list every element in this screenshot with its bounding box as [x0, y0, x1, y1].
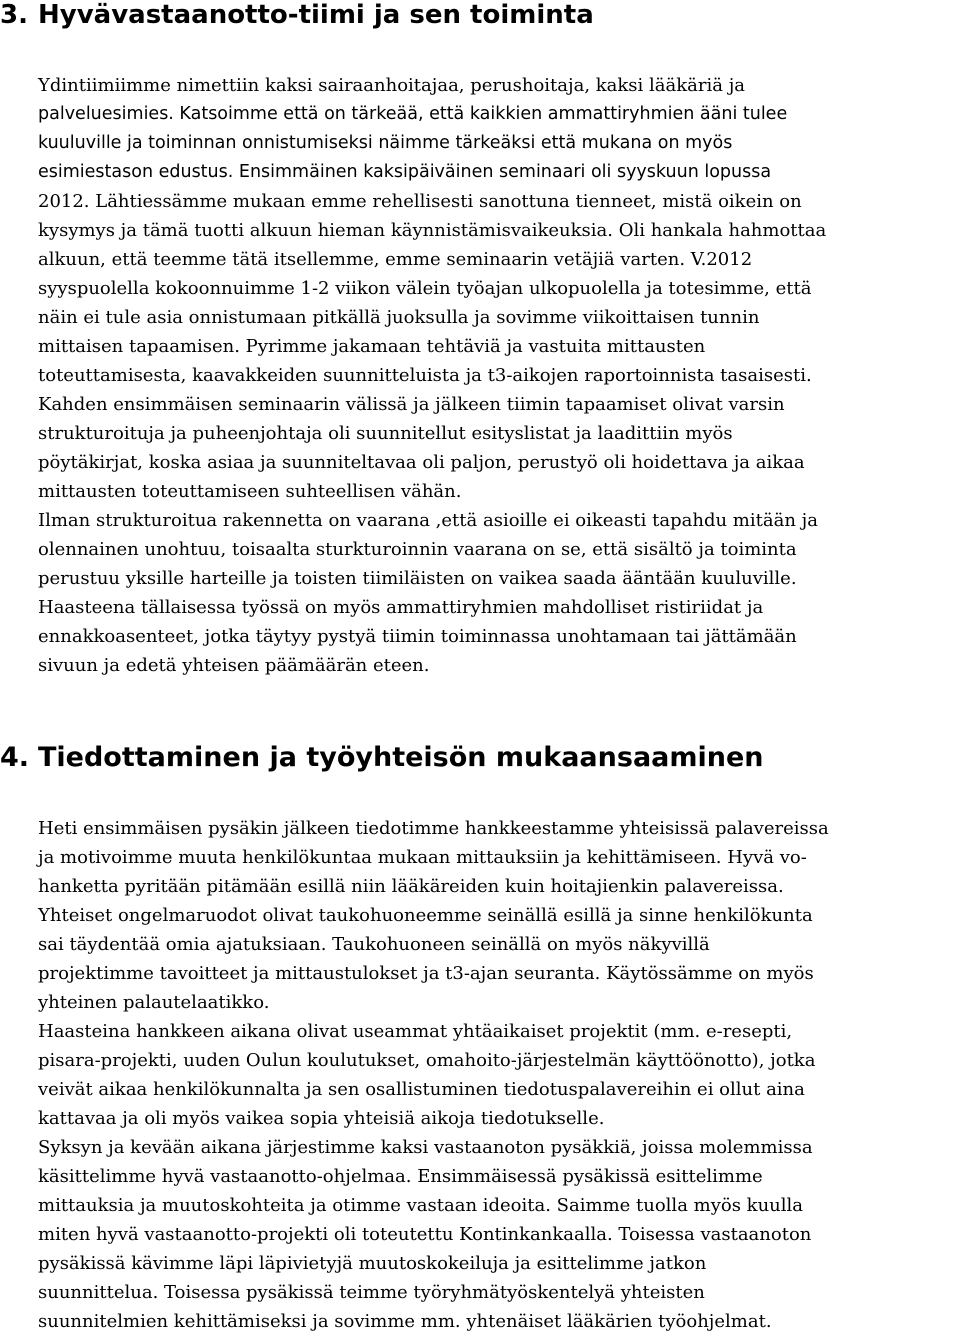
body-line: sai täydentää omia ajatuksiaan. Taukohuoneen seinällä on myös näkyvillä — [38, 934, 710, 955]
body-line: pöytäkirjat, koska asiaa ja suunniteltavaa oli paljon, perustyö oli hoidettava ja aikaa — [38, 452, 805, 473]
body-line: ja motivoimme muuta henkilökuntaa mukaan mittauksiin ja kehittämiseen. Hyvä vo- — [38, 847, 807, 868]
body-line: kuuluville ja toiminnan onnistumiseksi näimme tärkeäksi että mukana on myös — [38, 133, 733, 153]
section-4-heading — [0, 740, 764, 776]
body-line: Kahden ensimmäisen seminaarin välissä ja jälkeen tiimin tapaamiset olivat varsin — [38, 394, 785, 415]
body-line: pysäkissä kävimme läpi läpivietyjä muutoskokeiluja ja esittelimme jatkon — [38, 1253, 707, 1274]
body-line: kysymys ja tämä tuotti alkuun hieman käynnistämisvaikeuksia. Oli hankala hahmottaa — [38, 220, 827, 241]
body-line: kattavaa ja oli myös vaikea sopia yhteisiä aikoja tiedotukselle. — [38, 1108, 605, 1129]
section-3-body — [38, 71, 958, 680]
body-line: veivät aikaa henkilökunnalta ja sen osallistuminen tiedotuspalavereihin ei ollut aina — [38, 1079, 805, 1100]
body-line: hanketta pyritään pitämään esillä niin lääkäreiden kuin hoitajienkin palavereissa. — [38, 876, 784, 897]
body-line: Ilman strukturoitua rakennetta on vaarana ,että asioille ei oikeasti tapahdu mitään ja — [38, 510, 818, 531]
body-line: 2012. Lähtiessämme mukaan emme rehellisesti sanottuna tienneet, mistä oikein on — [38, 191, 802, 212]
section-3-heading — [0, 0, 594, 32]
body-line: mittauksia ja muutoskohteita ja otimme vastaan ideoita. Saimme tuolla myös kuulla — [38, 1195, 804, 1216]
body-line: strukturoituja ja puheenjohtaja oli suunnitellut esityslistat ja laadittiin myös — [38, 423, 733, 444]
body-line: perustuu yksille harteille ja toisten tiimiläisten on vaikea saada ääntään kuuluville. — [38, 568, 797, 589]
body-line: Haasteina hankkeen aikana olivat useammat yhtäaikaiset projektit (mm. e-resepti, — [38, 1021, 793, 1042]
body-line: pisara-projekti, uuden Oulun koulutukset, omahoito-järjestelmän käyttöönotto), jotka — [38, 1050, 816, 1071]
body-line: yhteinen palautelaatikko. — [38, 992, 270, 1013]
section-4-number: 4. — [0, 742, 30, 773]
body-line: näin ei tule asia onnistumaan pitkällä juoksulla ja sovimme viikoittaisen tunnin — [38, 307, 760, 328]
body-line: Yhteiset ongelmaruodot olivat taukohuoneemme seinällä esillä ja sinne henkilökunta — [38, 905, 813, 926]
body-line: projektimme tavoitteet ja mittaustulokset ja t3-ajan seuranta. Käytössämme on myös — [38, 963, 814, 984]
body-line: esimiestason edustus. Ensimmäinen kaksipäiväinen seminaari oli syyskuun lopussa — [38, 162, 772, 182]
body-line: olennainen unohtuu, toisaalta sturkturoinnin vaarana on se, että sisältö ja toiminta — [38, 539, 797, 560]
body-line: Ydintiimiimme nimettiin kaksi sairaanhoitajaa, perushoitaja, kaksi lääkäriä ja — [38, 75, 746, 96]
body-line: Haasteena tällaisessa työssä on myös ammattiryhmien mahdolliset ristiriidat ja — [38, 597, 764, 618]
section-4-title: Tiedottaminen ja työyhteisön mukaansaaminen — [38, 742, 764, 773]
body-line: mittausten toteuttamiseen suhteellisen vähän. — [38, 481, 462, 502]
body-line: sivuun ja edetä yhteisen päämäärän eteen. — [38, 655, 430, 676]
body-line: mittaisen tapaamisen. Pyrimme jakamaan tehtäviä ja vastuita mittausten — [38, 336, 706, 357]
body-line: syyspuolella kokoonnuimme 1-2 viikon välein työajan ulkopuolella ja totesimme, että — [38, 278, 812, 299]
section-4-body — [38, 814, 958, 1336]
body-line: miten hyvä vastaanotto-projekti oli toteutettu Kontinkankaalla. Toisessa vastaanoton — [38, 1224, 812, 1245]
body-line: käsittelimme hyvä vastaanotto-ohjelmaa. Ensimmäisessä pysäkissä esittelimme — [38, 1166, 763, 1187]
body-line: Heti ensimmäisen pysäkin jälkeen tiedotimme hankkeestamme yhteisissä palavereissa — [38, 818, 829, 839]
section-3-title: Hyvävastaanotto-tiimi ja sen toiminta — [38, 0, 594, 30]
body-line: ennakkoasenteet, jotka täytyy pystyä tiimin toiminnassa unohtamaan tai jättämään — [38, 626, 797, 647]
body-line: palveluesimies. Katsoimme että on tärkeää, että kaikkien ammattiryhmien ääni tulee — [38, 104, 788, 124]
body-line: suunnittelua. Toisessa pysäkissä teimme työryhmätyöskentelyä yhteisten — [38, 1282, 705, 1303]
body-line: toteuttamisesta, kaavakkeiden suunnitteluista ja t3-aikojen raportoinnista tasaisesti. — [38, 365, 812, 386]
body-line: alkuun, että teemme tätä itsellemme, emme seminaarin vetäjiä varten. V.2012 — [38, 249, 753, 270]
body-line: Syksyn ja kevään aikana järjestimme kaksi vastaanoton pysäkkiä, joissa molemmissa — [38, 1137, 813, 1158]
body-line: suunnitelmien kehittämiseksi ja sovimme mm. yhtenäiset lääkärien työohjelmat. — [38, 1311, 772, 1332]
section-3-number: 3. — [0, 0, 28, 30]
